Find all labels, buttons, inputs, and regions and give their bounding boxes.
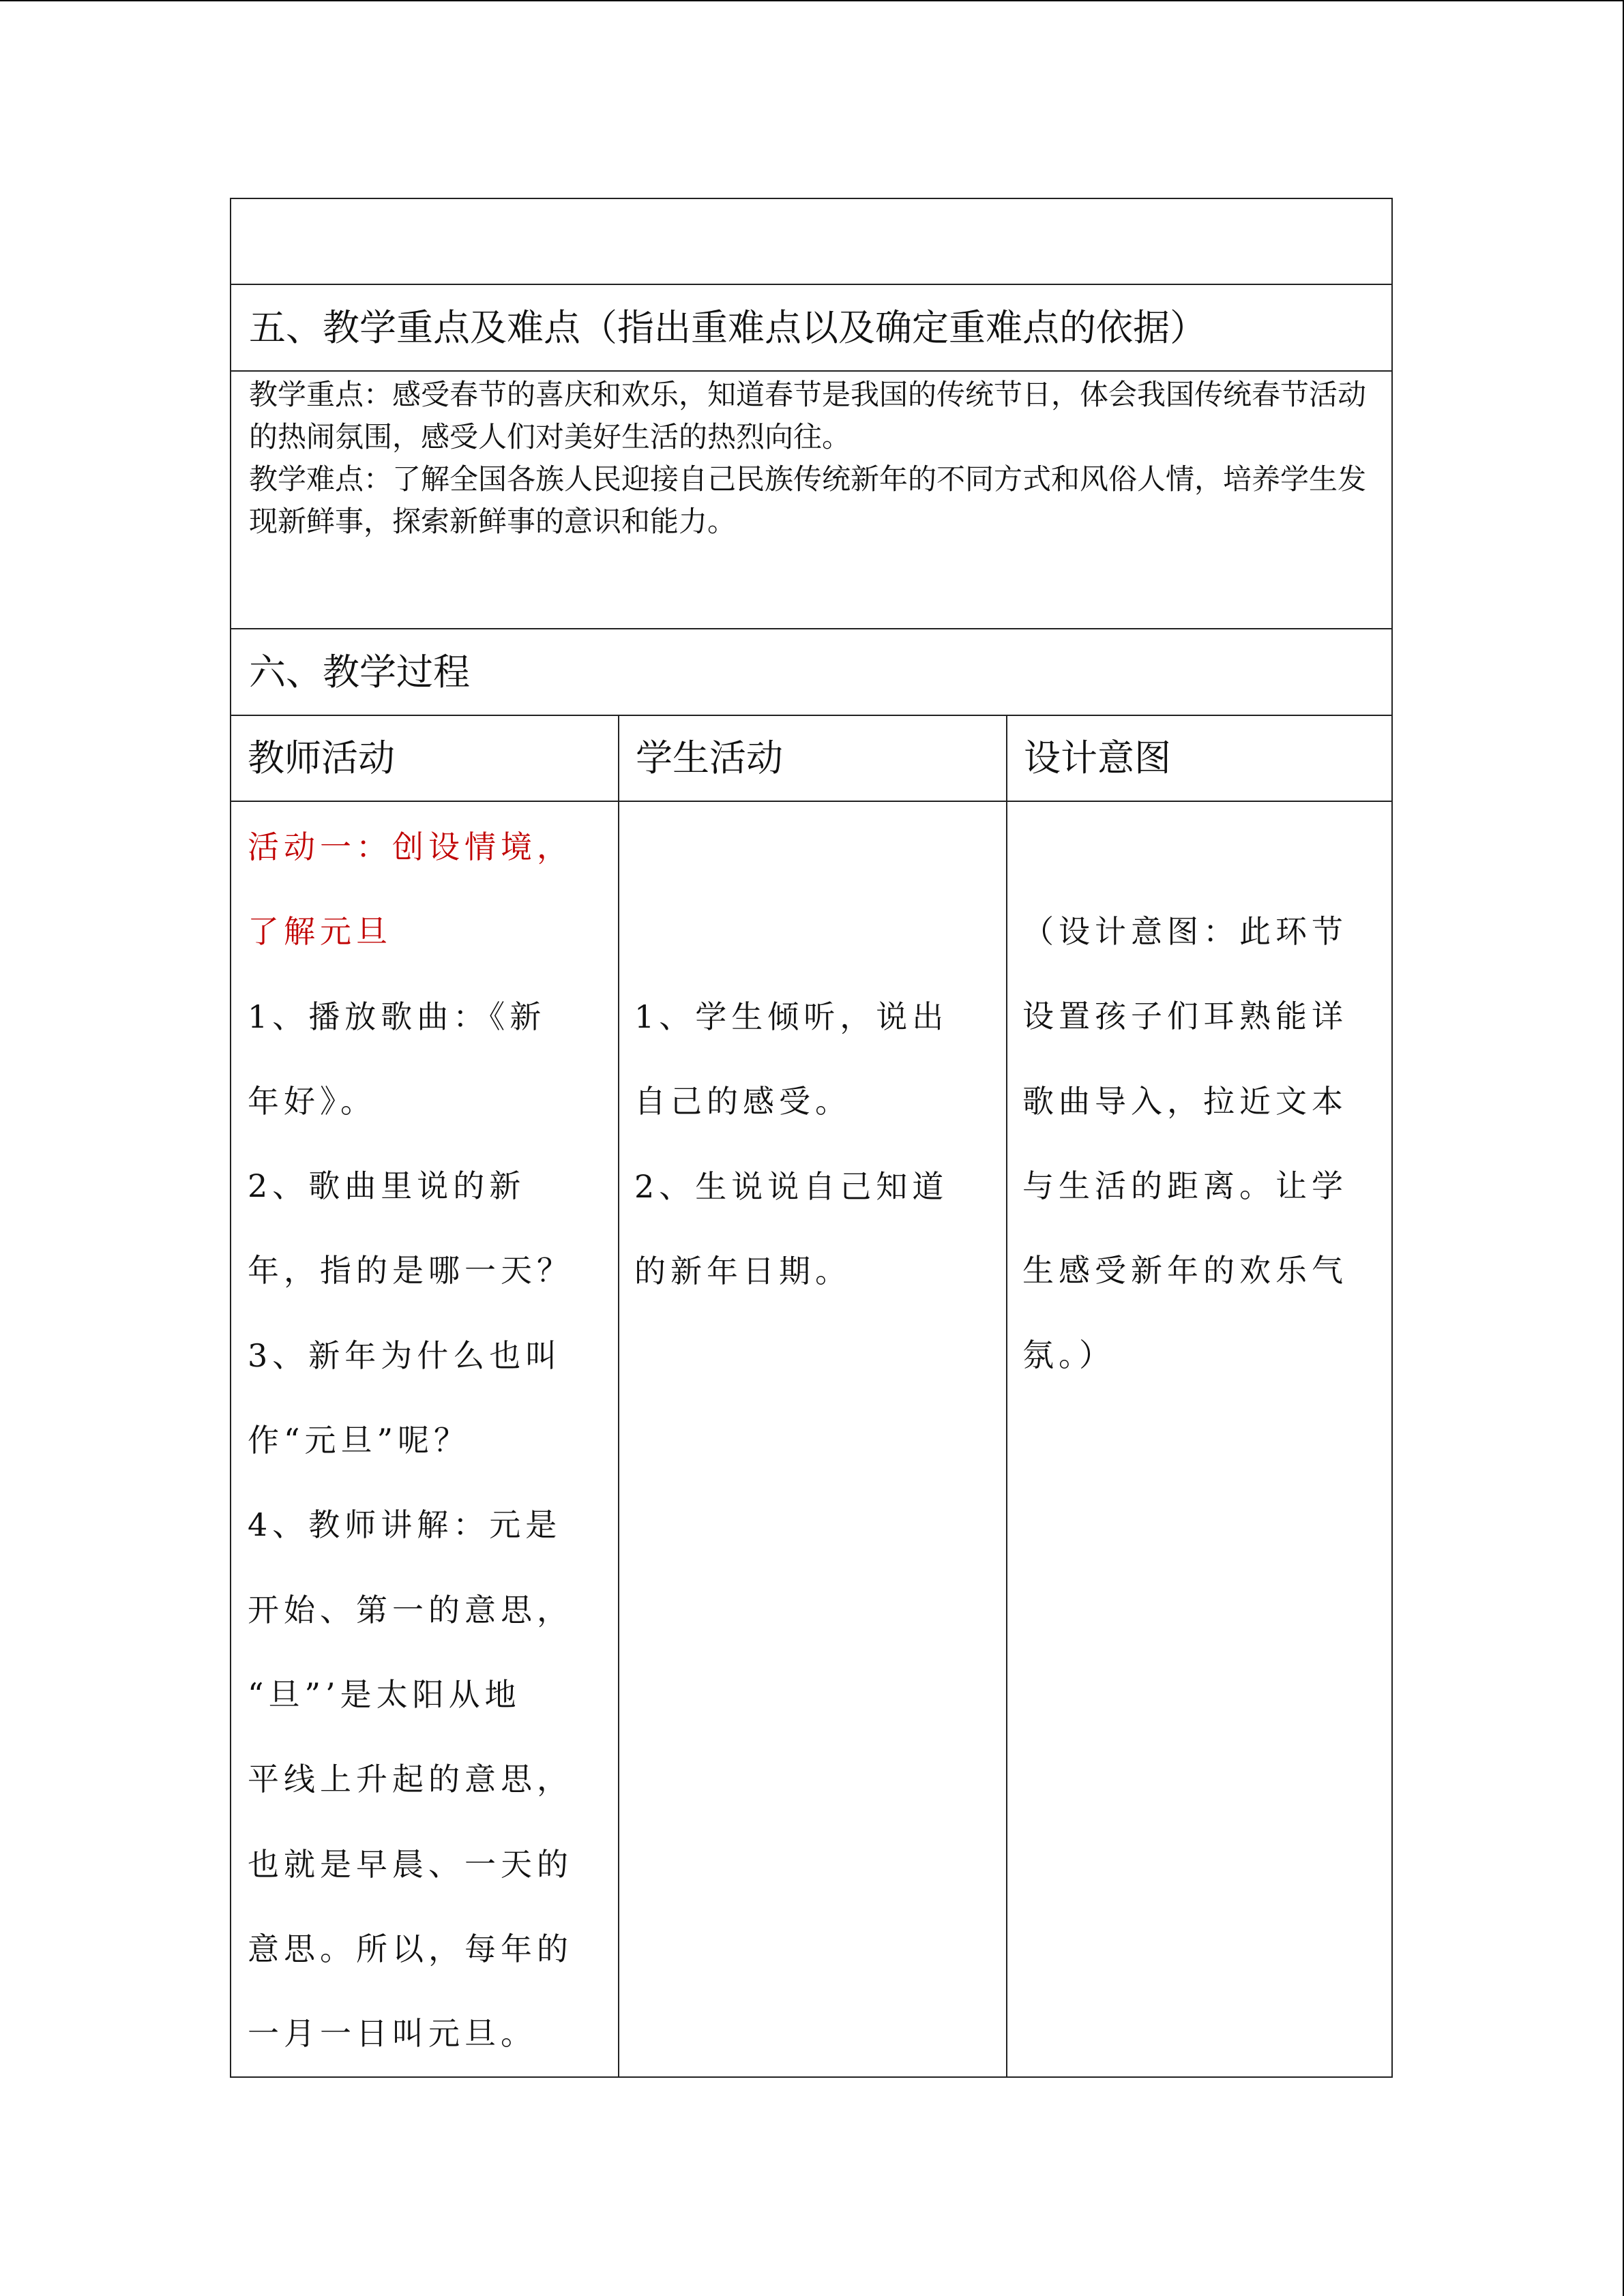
text-line: 现新鲜事，探索新鲜事的意识和能力。 <box>249 505 737 538</box>
text-line: 1、学生倾听，说出 <box>634 998 949 1035</box>
activity-title-line: 活动一：创设情境， <box>248 829 573 865</box>
teaching-key-points-paragraph <box>249 374 1378 458</box>
text-line: 1、播放歌曲：《新 <box>248 998 546 1035</box>
text-line: 2、生说说自己知道 <box>634 1167 949 1205</box>
text-line: 年，指的是哪一天？ <box>248 1252 573 1289</box>
column-header-label: 设计意图 <box>1024 736 1171 779</box>
column-header-student <box>619 716 1007 801</box>
column-header-label: 学生活动 <box>636 736 783 779</box>
text-line: 氛。） <box>1022 1337 1115 1374</box>
lesson-plan-table <box>230 198 1393 2078</box>
text-line: 歌曲导入，拉近文本 <box>1022 1082 1348 1120</box>
text-line: 也就是早晨、一天的 <box>248 1845 573 1883</box>
activity-row <box>231 802 1391 2076</box>
text-line: 开始、第一的意思， <box>248 1591 573 1628</box>
section-6-heading-row <box>231 629 1391 716</box>
column-header-design <box>1007 716 1391 801</box>
student-activity-cell <box>619 802 1007 2076</box>
text-line: 与生活的距离。让学 <box>1022 1167 1348 1204</box>
text-line: 2、歌曲里说的新 <box>248 1167 526 1205</box>
column-header-label: 教师活动 <box>248 736 395 779</box>
text-line: 一月一日叫元旦。 <box>248 2015 537 2053</box>
text-line: 生感受新年的欢乐气 <box>1022 1252 1348 1289</box>
teaching-focus-text <box>231 372 1391 543</box>
text-line: 3、新年为什么也叫 <box>248 1337 562 1374</box>
section-5-heading-row <box>231 285 1391 372</box>
text-line: 的热闹氛围，感受人们对美好生活的热烈向往。 <box>249 420 851 453</box>
teaching-difficulties-paragraph <box>249 458 1378 543</box>
column-header-row <box>231 716 1391 802</box>
text-line: 自己的感受。 <box>634 1083 851 1120</box>
text-line: 年好》。 <box>248 1082 377 1120</box>
teacher-activity-cell <box>231 802 619 2076</box>
design-intent-cell <box>1007 802 1391 2076</box>
text-line: “旦”’是太阳从地 <box>248 1675 521 1713</box>
section-5-content-row <box>231 372 1391 629</box>
text-line: 的新年日期。 <box>634 1252 851 1289</box>
column-header-teacher <box>231 716 619 801</box>
table-row-empty <box>231 199 1391 285</box>
text-line: 教学重点：感受春节的喜庆和欢乐，知道春节是我国的传统节日，体会我国传统春节活动 <box>249 378 1367 411</box>
text-line: 平线上升起的意思， <box>248 1761 573 1798</box>
activity-title-line: 了解元旦 <box>248 913 392 951</box>
text-line: 4、教师讲解：元是 <box>248 1506 562 1544</box>
text-line: （设计意图：此环节 <box>1022 913 1348 950</box>
text-line: 意思。所以，每年的 <box>248 1930 573 1967</box>
section-6-heading: 六、教学过程 <box>249 651 470 694</box>
section-5-heading: 五、教学重点及难点（指出重难点以及确定重难点的依据） <box>249 306 1207 349</box>
text-line: 教学难点：了解全国各族人民迎接自己民族传统新年的不同方式和风俗人情，培养学生发 <box>249 462 1367 496</box>
text-line: 作“元旦”呢？ <box>248 1422 471 1459</box>
text-line: 设置孩子们耳熟能详 <box>1022 998 1348 1035</box>
